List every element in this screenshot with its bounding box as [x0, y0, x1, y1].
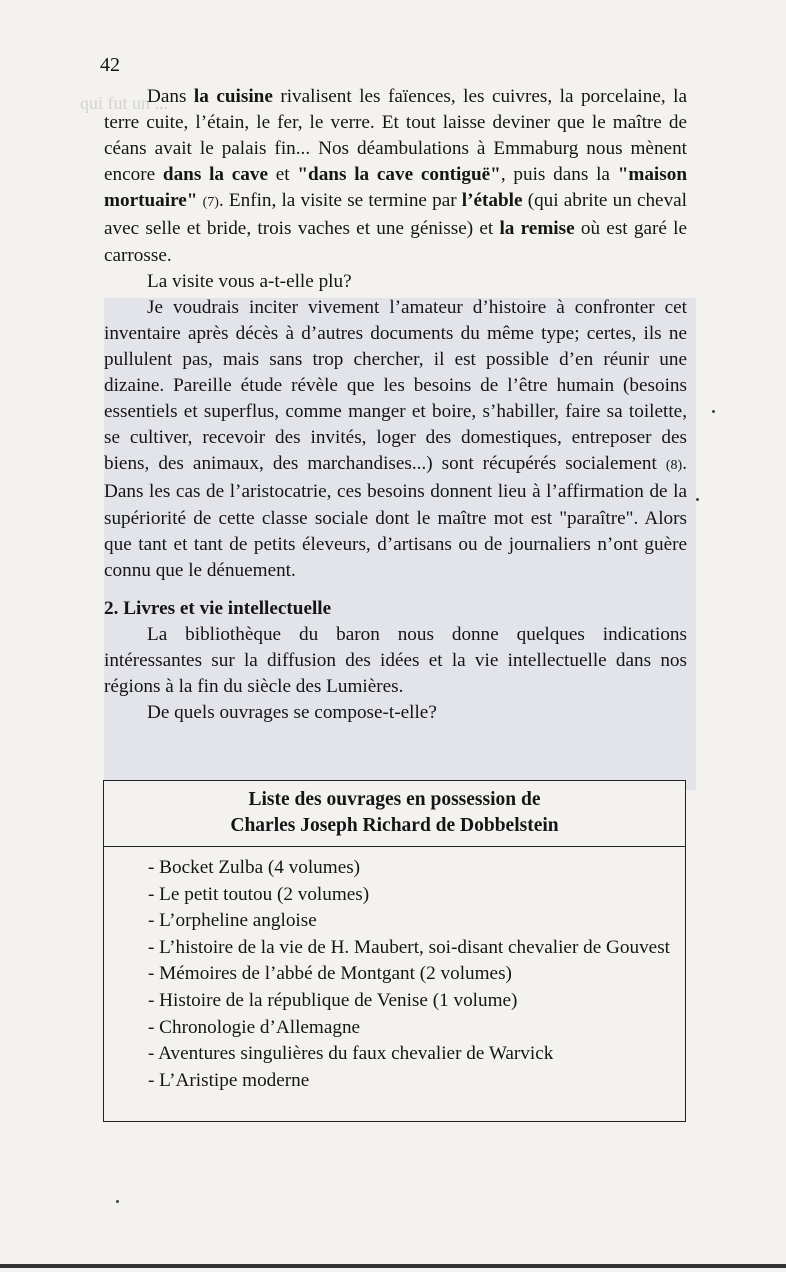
book-item: - L’histoire de la vie de H. Maubert, soi-disant chevalier de Gouvest	[148, 936, 670, 958]
speck	[116, 1200, 119, 1203]
text-run: (qui abrite un cheval avec selle et bride, trois vaches et une génisse) et	[104, 190, 688, 240]
text-run: , puis dans la	[500, 164, 618, 186]
page-bottom-edge	[0, 1264, 786, 1268]
page-number: 42	[100, 54, 120, 76]
paragraph-ouvrages: De quels ouvrages se compose-t-elle?	[147, 702, 437, 724]
paragraph-cuisine	[104, 84, 687, 269]
book-item: - Bocket Zulba (4 volumes)	[148, 857, 361, 878]
paragraph-question: La visite vous a-t-elle plu?	[147, 270, 352, 292]
bold-run: "maison mortuaire"	[104, 164, 687, 212]
bold-run: "dans la cave contiguë"	[297, 164, 501, 186]
book-item: - Chronologie d’Allemagne	[148, 1016, 361, 1038]
book-list-title	[104, 781, 685, 847]
bold-run: la cuisine	[193, 86, 273, 107]
book-item: - Mémoires de l’abbé de Montgant (2 volumes)	[148, 963, 512, 985]
footnote-ref: (8)	[665, 458, 683, 474]
show-through-text: qui fut un ...	[80, 93, 168, 113]
body-text	[104, 84, 687, 726]
text-run: Dans	[147, 86, 194, 107]
text-run: . Dans les cas de l’aristocatrie, ces besoins donnent lieu à l’affirmation de la supériorité de cette classe sociale dont le maître mot est "paraître". Alors que tant et tant de petits éleveurs, d’artisans ou de journaliers n’ont guère connu que le dénuement.	[104, 453, 687, 581]
section-heading: 2. Livres et vie intellectuelle	[104, 597, 332, 619]
book-item: - Histoire de la république de Venise (1 volume)	[148, 989, 518, 1011]
speck	[712, 410, 715, 413]
text-run: où est garé le carrosse.	[104, 218, 687, 266]
footnote-ref: (7)	[202, 195, 219, 211]
book-item: - Aventures singulières du faux chevalier de Warvick	[148, 1043, 554, 1065]
book-list-title-line: Charles Joseph Richard de Dobbelstein	[230, 815, 559, 836]
book-list-title-line: Liste des ouvrages en possession de	[248, 789, 541, 810]
book-list	[104, 847, 685, 1094]
paragraph-inventaire	[104, 295, 687, 584]
text-run: . Enfin, la visite se termine par	[218, 190, 462, 212]
book-item: - L’orpheline angloise	[148, 910, 317, 932]
bold-run: dans la cave	[162, 164, 268, 186]
text-run: rivalisent les faïences, les cuivres, la porcelaine, la terre cuite, l’étain, le fer, le verre. Et tout laisse deviner que le maître de céans avait le palais fin... Nos déambulations à Emmaburg nous mènent encore	[104, 86, 687, 186]
paragraph-bibliotheque: La bibliothèque du baron nous donne quelques indications intéressantes sur la diffusion des idées et la vie intellectuelle dans nos régions à la fin du siècle des Lumières.	[104, 623, 687, 698]
speck	[696, 498, 699, 501]
book-item: - Le petit toutou (2 volumes)	[148, 883, 370, 905]
bold-run: l’étable	[461, 190, 523, 212]
text-run: Je voudrais inciter vivement l’amateur d’histoire à confronter cet inventaire après décès à d’autres documents du même type; certes, ils ne pullulent pas, mais sans trop chercher, il est possible d’en réunir une dizaine. Pareille étude révèle que les besoins de l’être humain (besoins essentiels et superflus, comme manger et boire, s’habiller, faire sa toilette, se cultiver, recevoir des invités, loger des domestiques, entreposer des biens, des animaux, des marchandises...) sont récupérés socialement	[104, 296, 687, 475]
bold-run: la remise	[499, 218, 575, 240]
book-list-box	[103, 780, 686, 1122]
text-run: et	[268, 164, 298, 186]
book-item: - L’Aristipe moderne	[148, 1069, 310, 1091]
